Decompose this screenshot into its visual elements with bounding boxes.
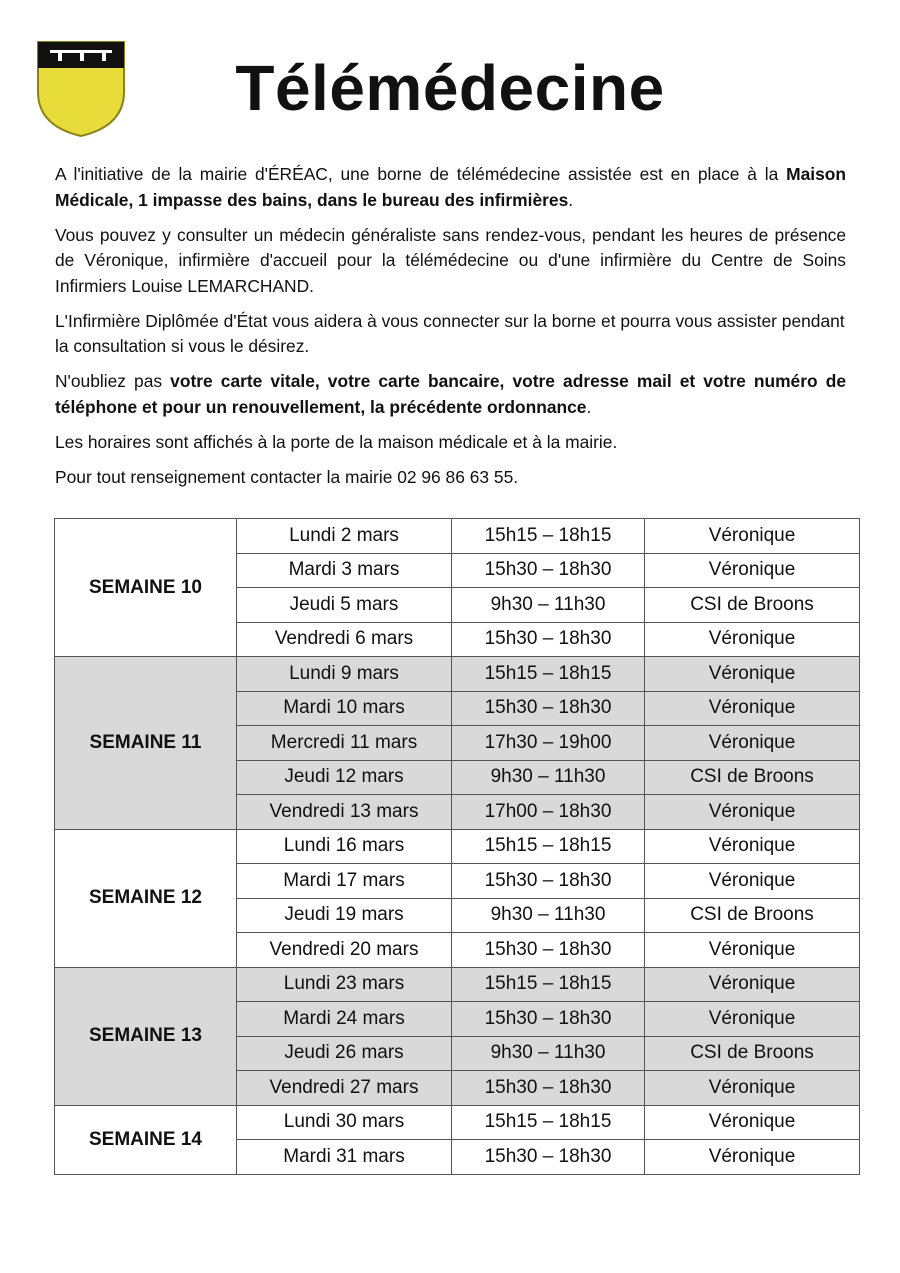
day-cell: Lundi 16 mars [237,829,452,864]
day-cell: Lundi 30 mars [237,1105,452,1140]
hours-cell: 15h30 – 18h30 [452,933,645,968]
table-row [55,967,860,1002]
week-label: SEMAINE 14 [55,1105,237,1174]
day-cell: Vendredi 13 mars [237,795,452,830]
hours-cell: 15h15 – 18h15 [452,519,645,554]
staff-cell: Véronique [645,1105,860,1140]
hours-cell: 15h30 – 18h30 [452,1140,645,1175]
staff-cell: Véronique [645,622,860,657]
paragraph-reminder: N'oubliez pas votre carte vitale, votre carte bancaire, votre adresse mail et votre numéro de téléphone et pour un renouvellement, la précédente ordonnance. [55,371,846,417]
staff-cell: Véronique [645,933,860,968]
hours-cell: 15h30 – 18h30 [452,864,645,899]
week-label: SEMAINE 12 [55,829,237,967]
day-cell: Mercredi 11 mars [237,726,452,761]
day-cell: Mardi 10 mars [237,691,452,726]
staff-cell: CSI de Broons [645,588,860,623]
hours-cell: 15h15 – 18h15 [452,829,645,864]
staff-cell: CSI de Broons [645,1036,860,1071]
paragraph-location: A l'initiative de la mairie d'ÉRÉAC, une borne de télémédecine assistée est en place à la Maison Médicale, 1 impasse des bains, dans le bureau des infirmières. [55,164,846,210]
table-row [55,657,860,692]
week-label: SEMAINE 10 [55,519,237,657]
day-cell: Jeudi 5 mars [237,588,452,623]
hours-cell: 15h30 – 18h30 [452,1071,645,1106]
day-cell: Jeudi 19 mars [237,898,452,933]
staff-cell: Véronique [645,829,860,864]
intro-text [55,162,846,500]
reminder-bold: votre carte vitale, votre carte bancaire, votre adresse mail et votre numéro de téléphone et pour un renouvellement, la précédente ordonnance [55,371,846,417]
day-cell: Mardi 24 mars [237,1002,452,1037]
table-row [55,519,860,554]
paragraph-hours-posted: Les horaires sont affichés à la porte de la maison médicale et à la mairie. [55,431,618,452]
week-label: SEMAINE 11 [55,657,237,830]
hours-cell: 17h00 – 18h30 [452,795,645,830]
staff-cell: Véronique [645,864,860,899]
staff-cell: Véronique [645,691,860,726]
hours-cell: 9h30 – 11h30 [452,760,645,795]
hours-cell: 15h15 – 18h15 [452,1105,645,1140]
staff-cell: CSI de Broons [645,760,860,795]
paragraph-consultation: Vous pouvez y consulter un médecin généraliste sans rendez-vous, pendant les heures de présence de Véronique, infirmière d'accueil pour la télémédecine ou d'une infirmière du Centre de Soins Infirmiers Louise LEMARCHAND. [55,224,846,296]
address-bold: Maison Médicale, 1 impasse des bains, dans le bureau des infirmières [55,164,846,210]
page-title: Télémédecine [235,52,665,124]
staff-cell: Véronique [645,726,860,761]
hours-cell: 15h30 – 18h30 [452,691,645,726]
hours-cell: 15h30 – 18h30 [452,1002,645,1037]
staff-cell: Véronique [645,553,860,588]
day-cell: Jeudi 12 mars [237,760,452,795]
table-row [55,1105,860,1140]
day-cell: Lundi 9 mars [237,657,452,692]
hours-cell: 15h15 – 18h15 [452,967,645,1002]
hours-cell: 15h30 – 18h30 [452,622,645,657]
staff-cell: Véronique [645,657,860,692]
schedule-table [54,518,860,1175]
day-cell: Vendredi 6 mars [237,622,452,657]
day-cell: Lundi 2 mars [237,519,452,554]
staff-cell: Véronique [645,967,860,1002]
staff-cell: CSI de Broons [645,898,860,933]
hours-cell: 15h30 – 18h30 [452,553,645,588]
day-cell: Lundi 23 mars [237,967,452,1002]
hours-cell: 17h30 – 19h00 [452,726,645,761]
day-cell: Vendredi 20 mars [237,933,452,968]
week-label: SEMAINE 13 [55,967,237,1105]
staff-cell: Véronique [645,1002,860,1037]
day-cell: Vendredi 27 mars [237,1071,452,1106]
paragraph-contact: Pour tout renseignement contacter la mairie 02 96 86 63 55. [55,466,519,487]
hours-cell: 9h30 – 11h30 [452,898,645,933]
day-cell: Mardi 17 mars [237,864,452,899]
paragraph-nurse-help: L'Infirmière Diplômée d'État vous aidera à vous connecter sur la borne et pourra vous assister pendant la consultation si vous le désirez. [55,310,845,356]
day-cell: Mardi 31 mars [237,1140,452,1175]
hours-cell: 9h30 – 11h30 [452,1036,645,1071]
hours-cell: 15h15 – 18h15 [452,657,645,692]
staff-cell: Véronique [645,795,860,830]
day-cell: Mardi 3 mars [237,553,452,588]
table-row [55,829,860,864]
day-cell: Jeudi 26 mars [237,1036,452,1071]
hours-cell: 9h30 – 11h30 [452,588,645,623]
staff-cell: Véronique [645,519,860,554]
staff-cell: Véronique [645,1140,860,1175]
staff-cell: Véronique [645,1071,860,1106]
